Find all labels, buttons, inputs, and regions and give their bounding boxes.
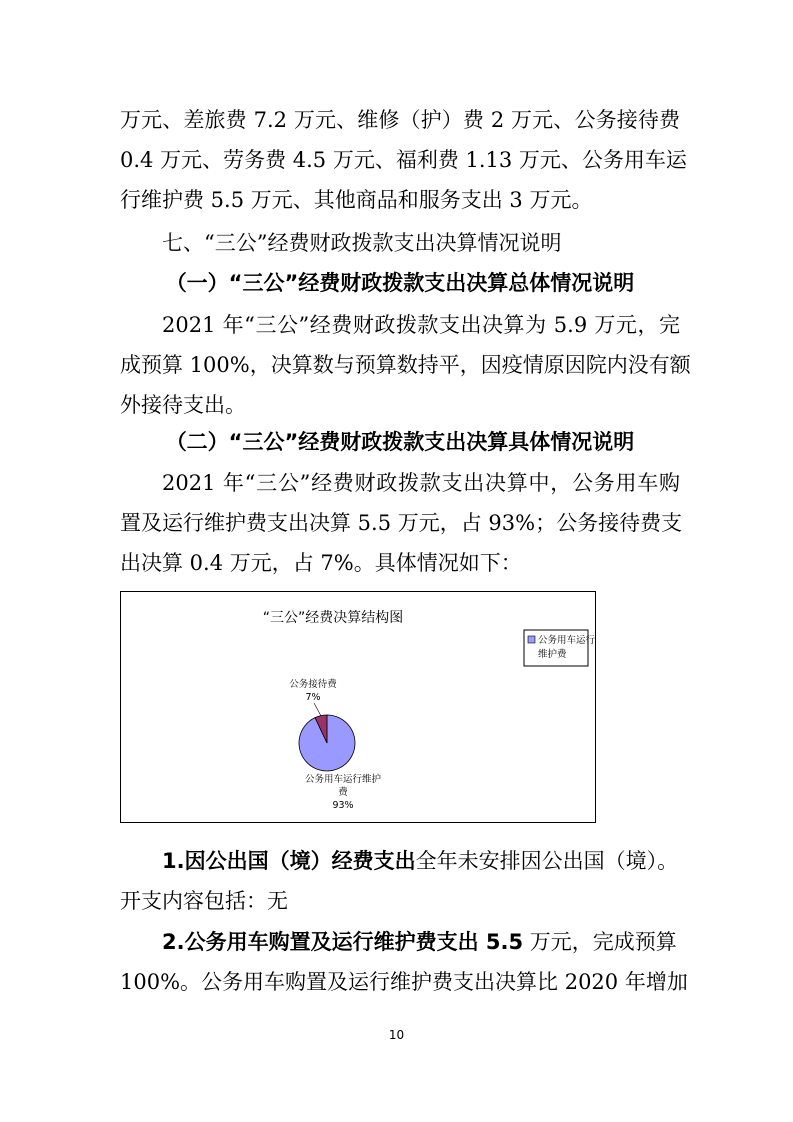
item1-line bbox=[162, 846, 722, 876]
subsection-heading-2: （二）“三公”经费财政拨款支出决算具体情况说明 bbox=[165, 430, 635, 454]
body-line-7: 成预算 100%，决算数与预算数持平，因疫情原因院内没有额 bbox=[120, 353, 691, 377]
legend-label: 公务用车运行 维护费 bbox=[538, 635, 595, 660]
item1-text: 全年未安排因公出国（境）。 bbox=[415, 849, 679, 873]
item1-line-2: 开支内容包括：无 bbox=[120, 889, 288, 913]
body-line-10: 2021 年“三公”经费财政拨款支出决算中，公务用车购 bbox=[162, 471, 680, 495]
pie-label-small-pct: 7% bbox=[305, 692, 321, 703]
pie-chart bbox=[121, 592, 595, 822]
pie-label-big-name-2: 费 bbox=[338, 787, 348, 798]
pie-label-small-name: 公务接待费 bbox=[289, 679, 337, 690]
pie-chart-frame bbox=[120, 591, 596, 823]
pie-label-big-pct: 93% bbox=[332, 800, 354, 811]
pie-slices bbox=[299, 715, 355, 771]
body-line-3: 行维护费 5.5 万元、其他商品和服务支出 3 万元。 bbox=[120, 188, 593, 212]
item2-line bbox=[162, 927, 722, 957]
item2-line-2: 100%。公务用车购置及运行维护费支出决算比 2020 年增加 bbox=[120, 970, 688, 994]
item2-title: 2.公务用车购置及运行维护费支出 5.5 bbox=[162, 930, 524, 954]
chart-title: “三公”经费决算结构图 bbox=[262, 610, 404, 626]
item1-title: 1.因公出国（境）经费支出 bbox=[162, 849, 416, 873]
page-number: 10 bbox=[388, 1028, 405, 1042]
section-heading-7: 七、“三公”经费财政拨款支出决算情况说明 bbox=[162, 231, 562, 255]
body-line-12: 出决算 0.4 万元，占 7%。具体情况如下： bbox=[120, 551, 522, 575]
pie-label-big-name-1: 公务用车运行维护 bbox=[304, 774, 382, 785]
body-line-11: 置及运行维护费支出决算 5.5 万元，占 93%；公务接待费支 bbox=[120, 511, 683, 535]
body-line-6: 2021 年“三公”经费财政拨款支出决算为 5.9 万元，完 bbox=[162, 313, 680, 337]
subsection-heading-1: （一）“三公”经费财政拨款支出决算总体情况说明 bbox=[165, 271, 635, 295]
pie-leader-line bbox=[314, 703, 321, 716]
body-line-8: 外接待支出。 bbox=[120, 393, 246, 417]
legend-swatch bbox=[528, 636, 535, 643]
body-line-2: 0.4 万元、劳务费 4.5 万元、福利费 1.13 万元、公务用车运 bbox=[120, 148, 687, 172]
body-line-1: 万元、差旅费 7.2 万元、维修（护）费 2 万元、公务接待费 bbox=[120, 108, 680, 132]
chart-legend bbox=[524, 630, 595, 666]
item2-text: 万元，完成预算 bbox=[523, 930, 677, 954]
